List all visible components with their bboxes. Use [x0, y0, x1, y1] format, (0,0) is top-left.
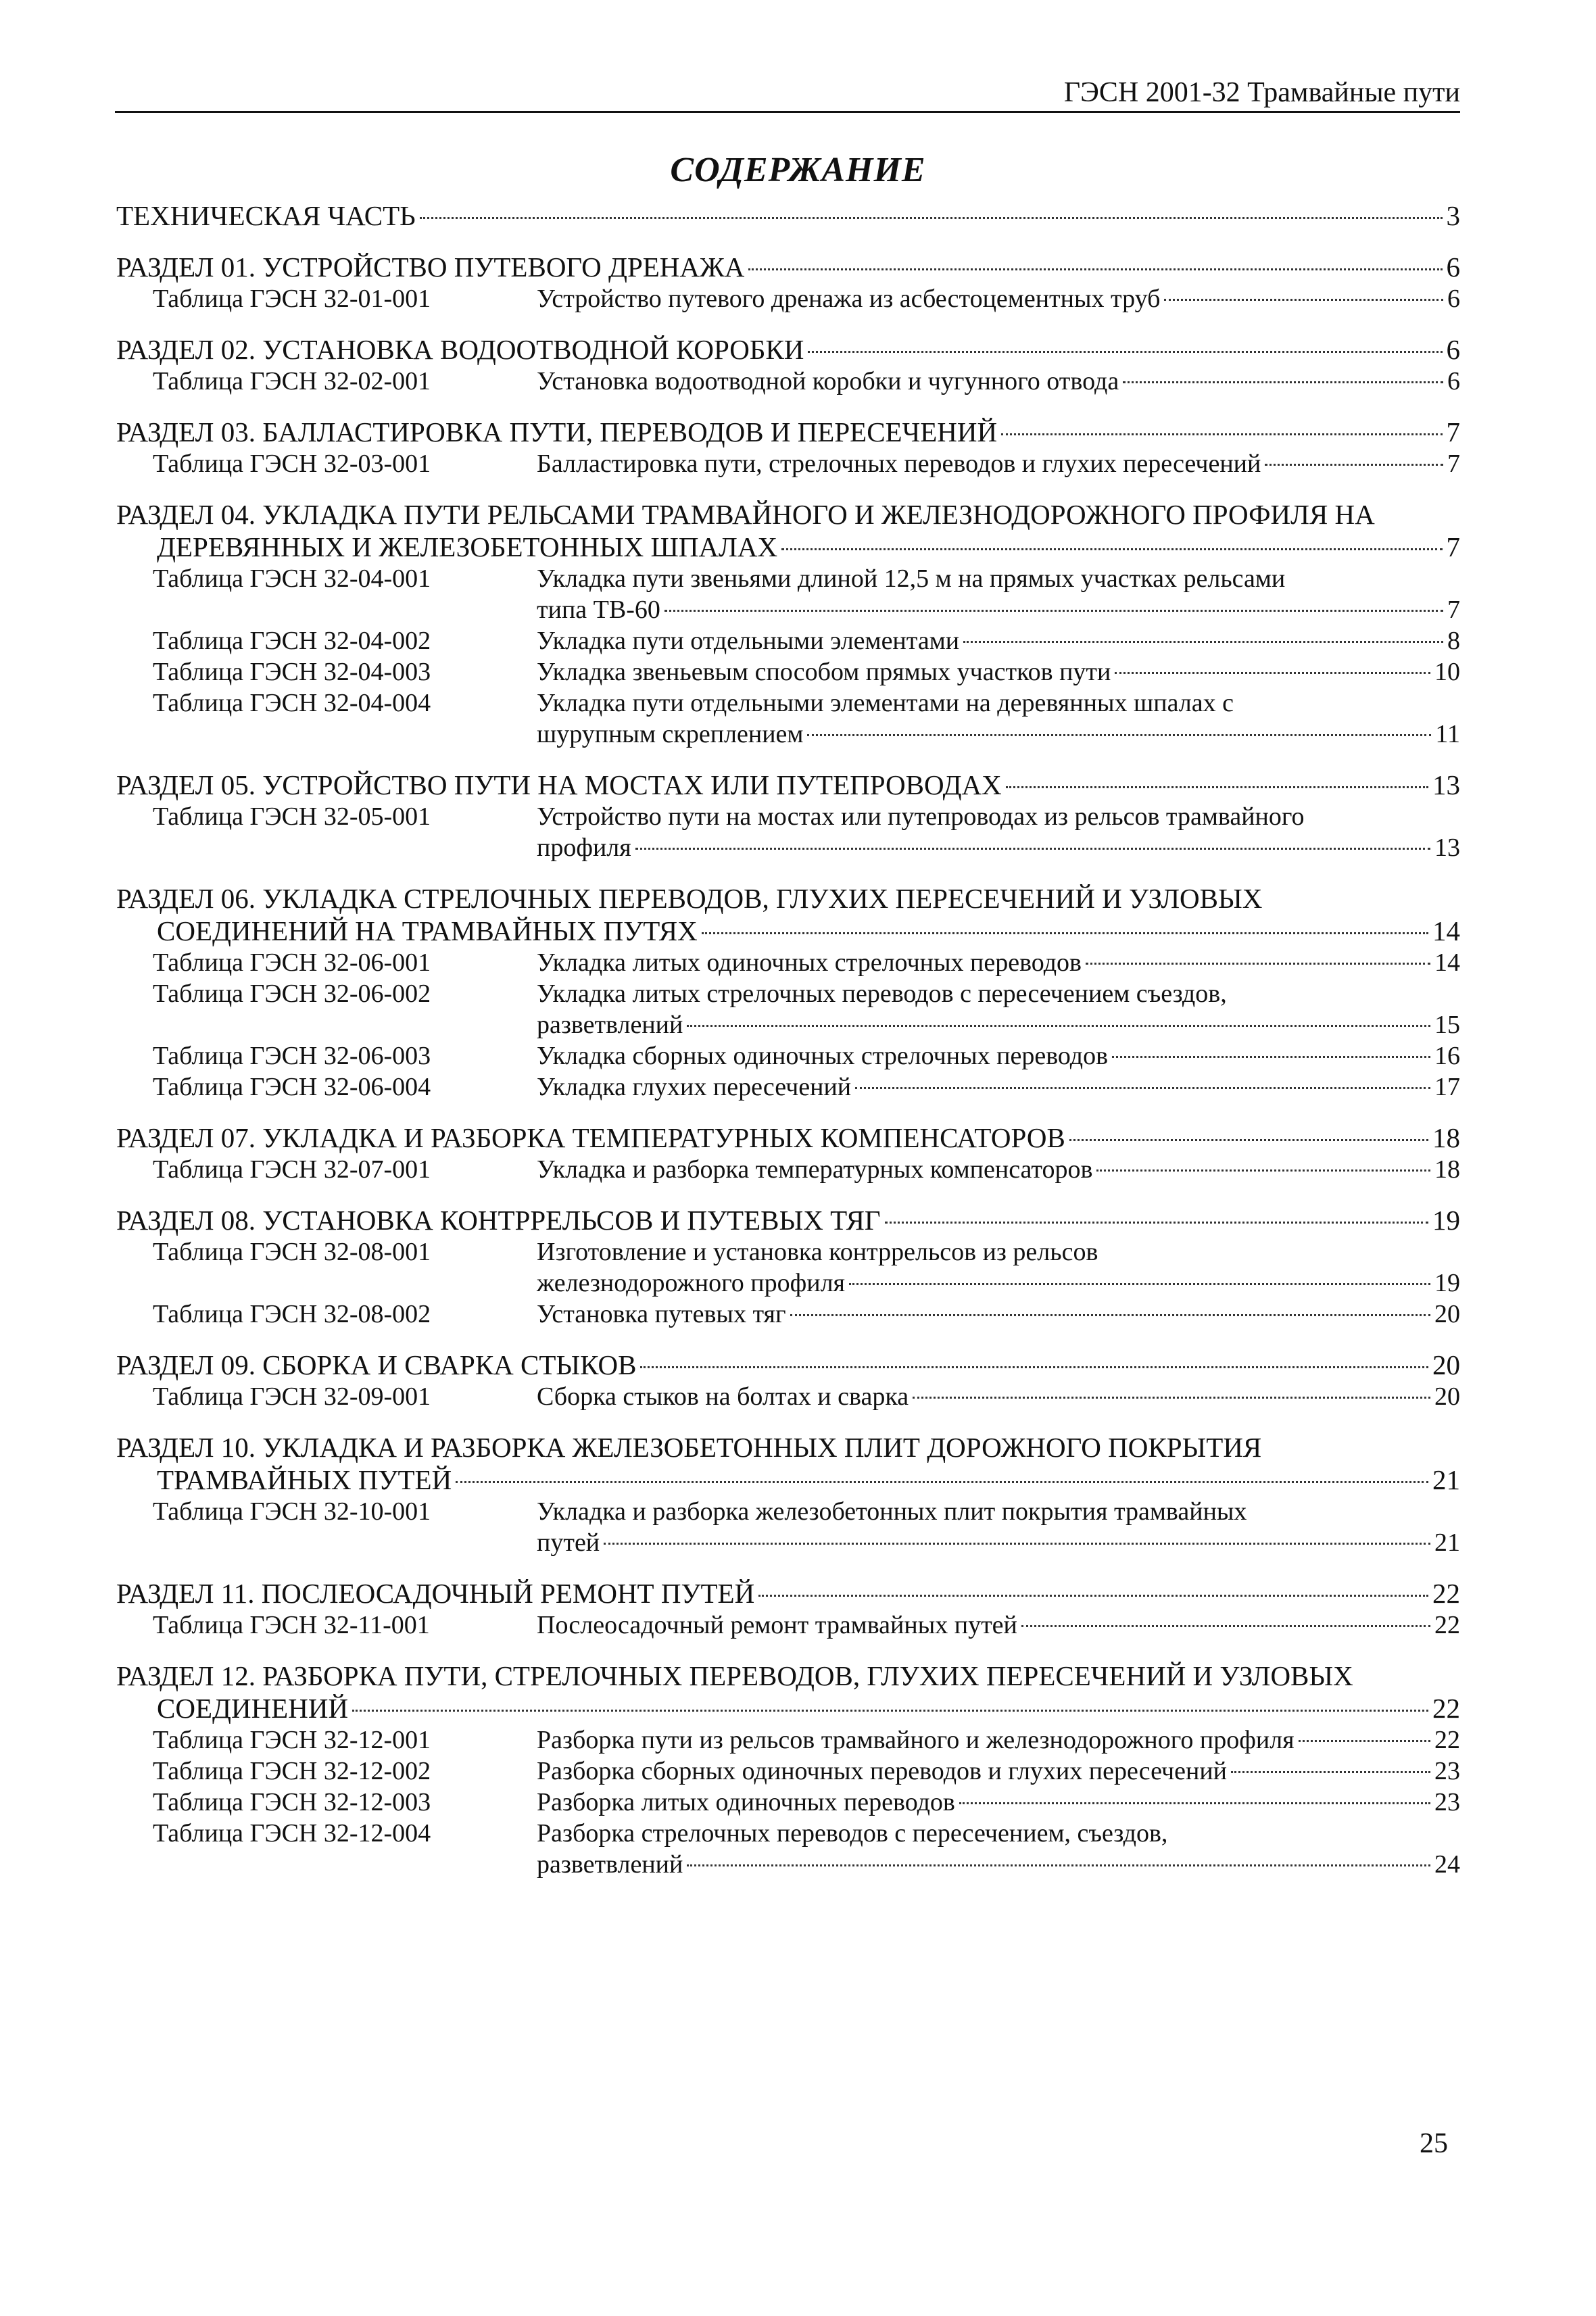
- table-description-line: [537, 448, 1460, 479]
- table-description-line: Укладка пути звеньями длиной 12,5 м на прямых участках рельсами: [537, 564, 1286, 593]
- table-description-text: разветвлений: [537, 1011, 683, 1039]
- section-heading[interactable]: [116, 769, 1460, 801]
- section-page-number: 3: [1446, 200, 1460, 231]
- table-description: [537, 1236, 1460, 1299]
- table-entry[interactable]: [116, 1610, 1460, 1641]
- table-entry[interactable]: [116, 687, 1460, 750]
- section-heading-line: [116, 333, 1460, 366]
- section-page-number: 7: [1446, 416, 1460, 448]
- section-heading[interactable]: [116, 251, 1460, 283]
- table-id: Таблица ГЭСН 32-09-001: [153, 1382, 431, 1411]
- dot-leader: [702, 932, 1428, 934]
- table-description-line: Укладка литых стрелочных переводов с пересечением съездов,: [537, 980, 1227, 1008]
- table-description: [537, 625, 1460, 656]
- section-page-number: 21: [1432, 1464, 1460, 1495]
- section-heading-text: РАЗДЕЛ 08. УСТАНОВКА КОНТРРЕЛЬСОВ И ПУТЕВЫХ ТЯГ: [116, 1205, 881, 1236]
- dot-leader: [1231, 1771, 1430, 1773]
- table-entry[interactable]: [116, 1787, 1460, 1818]
- table-description-text: железнодорожного профиля: [537, 1269, 846, 1297]
- toc-section: [116, 882, 1460, 1103]
- table-entry[interactable]: [116, 448, 1460, 479]
- table-entry[interactable]: [116, 1154, 1460, 1185]
- section-heading-line: РАЗДЕЛ 12. РАЗБОРКА ПУТИ, СТРЕЛОЧНЫХ ПЕРЕВОДОВ, ГЛУХИХ ПЕРЕСЕЧЕНИЙ И УЗЛОВЫХ: [116, 1660, 1353, 1691]
- toc-title: СОДЕРЖАНИЕ: [670, 151, 926, 189]
- table-id: Таблица ГЭСН 32-03-001: [153, 450, 431, 478]
- section-page-number: 18: [1432, 1122, 1460, 1153]
- section-heading-line: [116, 1577, 1460, 1610]
- table-description-line: [537, 1849, 1460, 1880]
- table-page-number: 14: [1434, 948, 1460, 977]
- table-description-line: [537, 625, 1460, 656]
- section-heading[interactable]: [116, 416, 1460, 448]
- table-id: Таблица ГЭСН 32-12-004: [153, 1819, 431, 1848]
- table-page-number: 6: [1447, 285, 1460, 313]
- toc-section: [116, 416, 1460, 479]
- header-rule: [115, 111, 1460, 113]
- table-description-line: [537, 1154, 1460, 1185]
- table-description: [537, 1610, 1460, 1641]
- table-entry[interactable]: [116, 563, 1460, 625]
- section-heading-text: РАЗДЕЛ 03. БАЛЛАСТИРОВКА ПУТИ, ПЕРЕВОДОВ И ПЕРЕСЕЧЕНИЙ: [116, 416, 998, 448]
- table-description-line: [537, 1527, 1460, 1558]
- table-description-text: Укладка глухих пересечений: [537, 1073, 852, 1101]
- table-id: Таблица ГЭСН 32-06-002: [153, 980, 431, 1008]
- table-description-line: [537, 1071, 1460, 1103]
- dot-leader: [913, 1397, 1430, 1399]
- dot-leader: [604, 1543, 1430, 1545]
- table-id: Таблица ГЭСН 32-04-004: [153, 689, 431, 717]
- table-page-number: 10: [1434, 658, 1460, 686]
- table-description-text: Послеосадочный ремонт трамвайных путей: [537, 1611, 1017, 1639]
- table-id: Таблица ГЭСН 32-12-002: [153, 1757, 431, 1785]
- table-id: Таблица ГЭСН 32-12-001: [153, 1726, 431, 1754]
- dot-leader: [1006, 786, 1428, 788]
- table-entry[interactable]: [116, 1236, 1460, 1299]
- section-heading-line: [116, 251, 1460, 283]
- section-heading-text: РАЗДЕЛ 09. СБОРКА И СВАРКА СТЫКОВ: [116, 1349, 637, 1380]
- table-entry[interactable]: [116, 1381, 1460, 1412]
- section-heading-text: СОЕДИНЕНИЙ НА ТРАМВАЙНЫХ ПУТЯХ: [157, 915, 698, 946]
- table-description-line: [537, 1381, 1460, 1412]
- table-id: Таблица ГЭСН 32-06-004: [153, 1073, 431, 1101]
- section-heading-line: [116, 769, 1460, 801]
- table-of-contents: [116, 199, 1460, 1880]
- table-description: [537, 1787, 1460, 1818]
- table-page-number: 7: [1447, 450, 1460, 478]
- table-id: Таблица ГЭСН 32-01-001: [153, 285, 431, 313]
- table-description: [537, 1724, 1460, 1756]
- table-entry[interactable]: [116, 1071, 1460, 1103]
- dot-leader: [664, 610, 1443, 612]
- section-heading-text: ТРАМВАЙНЫХ ПУТЕЙ: [157, 1464, 452, 1495]
- page-number: 25: [1420, 2128, 1448, 2159]
- table-id: Таблица ГЭСН 32-10-001: [153, 1497, 431, 1526]
- section-page-number: 14: [1432, 915, 1460, 946]
- table-description-text: Сборка стыков на болтах и сварка: [537, 1382, 909, 1411]
- dot-leader: [758, 1595, 1428, 1597]
- section-heading[interactable]: [116, 1349, 1460, 1381]
- table-description-line: [537, 656, 1460, 687]
- toc-section: [116, 199, 1460, 232]
- dot-leader: [1001, 433, 1442, 435]
- toc-section: [116, 498, 1460, 750]
- table-id: Таблица ГЭСН 32-07-001: [153, 1155, 431, 1184]
- dot-leader: [781, 548, 1442, 550]
- toc-section: [116, 1431, 1460, 1558]
- table-description-line: Разборка стрелочных переводов с пересечением, съездов,: [537, 1819, 1168, 1848]
- dot-leader: [687, 1864, 1430, 1866]
- running-header: ГЭСН 2001-32 Трамвайные пути: [1063, 77, 1460, 108]
- table-entry[interactable]: [116, 366, 1460, 397]
- table-description-line: Укладка и разборка железобетонных плит покрытия трамвайных: [537, 1497, 1247, 1526]
- table-description-line: [537, 719, 1460, 750]
- dot-leader: [456, 1481, 1428, 1483]
- section-heading-line: РАЗДЕЛ 04. УКЛАДКА ПУТИ РЕЛЬСАМИ ТРАМВАЙНОГО И ЖЕЛЕЗНОДОРОЖНОГО ПРОФИЛЯ НА: [116, 499, 1375, 530]
- table-page-number: 8: [1447, 627, 1460, 655]
- dot-leader: [1086, 963, 1430, 965]
- section-page-number: 6: [1446, 334, 1460, 365]
- toc-section: [116, 1121, 1460, 1185]
- table-entry[interactable]: [116, 947, 1460, 978]
- table-description-line: Изготовление и установка контррельсов из рельсов: [537, 1238, 1098, 1266]
- dot-leader: [959, 1802, 1430, 1804]
- table-page-number: 6: [1447, 367, 1460, 395]
- section-heading-line: [116, 416, 1460, 448]
- toc-section: [116, 1204, 1460, 1330]
- table-id: Таблица ГЭСН 32-11-001: [153, 1611, 430, 1639]
- table-description-text: Разборка сборных одиночных переводов и глухих пересечений: [537, 1757, 1228, 1785]
- table-page-number: 24: [1434, 1850, 1460, 1879]
- table-description: [537, 1299, 1460, 1330]
- table-page-number: 20: [1434, 1300, 1460, 1328]
- table-entry[interactable]: [116, 1756, 1460, 1787]
- section-heading[interactable]: [116, 333, 1460, 366]
- dot-leader: [1299, 1740, 1430, 1742]
- table-page-number: 19: [1434, 1269, 1460, 1297]
- table-description-line: [537, 1299, 1460, 1330]
- dot-leader: [855, 1087, 1430, 1089]
- section-heading-line: [116, 1692, 1460, 1724]
- table-entry[interactable]: [116, 978, 1460, 1040]
- table-id: Таблица ГЭСН 32-08-001: [153, 1238, 431, 1266]
- table-description-text: Разборка пути из рельсов трамвайного и железнодорожного профиля: [537, 1726, 1295, 1754]
- table-id: Таблица ГЭСН 32-02-001: [153, 367, 431, 395]
- table-page-number: 22: [1434, 1611, 1460, 1639]
- section-page-number: 20: [1432, 1349, 1460, 1380]
- table-entry[interactable]: [116, 283, 1460, 314]
- section-heading[interactable]: [116, 199, 1460, 232]
- table-entry[interactable]: [116, 656, 1460, 687]
- table-description-line: [537, 1268, 1460, 1299]
- toc-section: [116, 1349, 1460, 1412]
- table-description: [537, 1040, 1460, 1071]
- table-description-line: [537, 1009, 1460, 1040]
- table-id: Таблица ГЭСН 32-04-002: [153, 627, 431, 655]
- dot-leader: [1112, 1056, 1430, 1058]
- table-page-number: 22: [1434, 1726, 1460, 1754]
- table-entry[interactable]: [116, 1040, 1460, 1071]
- dot-leader: [420, 217, 1443, 219]
- section-heading-text: ДЕРЕВЯННЫХ И ЖЕЛЕЗОБЕТОННЫХ ШПАЛАХ: [157, 531, 778, 562]
- section-page-number: 22: [1432, 1693, 1460, 1724]
- table-description: [537, 1071, 1460, 1103]
- table-page-number: 15: [1434, 1011, 1460, 1039]
- dot-leader: [1069, 1139, 1428, 1141]
- table-description-text: профиля: [537, 834, 631, 862]
- table-description-line: [537, 1610, 1460, 1641]
- section-heading-line: [116, 915, 1460, 947]
- section-page-number: 6: [1446, 251, 1460, 283]
- table-entry[interactable]: [116, 1299, 1460, 1330]
- section-heading-line: [116, 1349, 1460, 1381]
- table-id: Таблица ГЭСН 32-04-003: [153, 658, 431, 686]
- table-id: Таблица ГЭСН 32-06-001: [153, 948, 431, 977]
- dot-leader: [963, 641, 1443, 643]
- table-description: [537, 563, 1460, 625]
- section-heading-text: СОЕДИНЕНИЙ: [157, 1693, 349, 1724]
- table-description-text: Балластировка пути, стрелочных переводов и глухих пересечений: [537, 450, 1261, 478]
- table-description-text: Устройство путевого дренажа из асбестоцементных труб: [537, 285, 1161, 313]
- table-description: [537, 366, 1460, 397]
- section-heading[interactable]: [116, 882, 1460, 947]
- section-heading-line: РАЗДЕЛ 10. УКЛАДКА И РАЗБОРКА ЖЕЛЕЗОБЕТОННЫХ ПЛИТ ДОРОЖНОГО ПОКРЫТИЯ: [116, 1432, 1262, 1463]
- table-description-line: [537, 947, 1460, 978]
- section-heading-text: РАЗДЕЛ 01. УСТРОЙСТВО ПУТЕВОГО ДРЕНАЖА: [116, 251, 745, 283]
- table-description-text: разветвлений: [537, 1850, 683, 1879]
- table-id: Таблица ГЭСН 32-06-003: [153, 1042, 431, 1070]
- table-page-number: 20: [1434, 1382, 1460, 1411]
- table-description-line: [537, 283, 1460, 314]
- dot-leader: [1021, 1625, 1430, 1627]
- dot-leader: [1164, 299, 1443, 301]
- table-description-line: Укладка пути отдельными элементами на деревянных шпалах с: [537, 689, 1234, 717]
- table-description-text: Разборка литых одиночных переводов: [537, 1788, 955, 1816]
- table-page-number: 23: [1434, 1788, 1460, 1816]
- dot-leader: [1096, 1169, 1430, 1172]
- section-heading-text: РАЗДЕЛ 07. УКЛАДКА И РАЗБОРКА ТЕМПЕРАТУРНЫХ КОМПЕНСАТОРОВ: [116, 1122, 1065, 1153]
- dot-leader: [748, 268, 1442, 270]
- table-description-text: Укладка сборных одиночных стрелочных переводов: [537, 1042, 1109, 1070]
- section-heading-line: РАЗДЕЛ 06. УКЛАДКА СТРЕЛОЧНЫХ ПЕРЕВОДОВ, ГЛУХИХ ПЕРЕСЕЧЕНИЙ И УЗЛОВЫХ: [116, 883, 1263, 914]
- table-description-text: Укладка литых одиночных стрелочных переводов: [537, 948, 1082, 977]
- table-description: [537, 801, 1460, 863]
- section-heading[interactable]: [116, 498, 1460, 563]
- section-heading-text: РАЗДЕЛ 11. ПОСЛЕОСАДОЧНЫЙ РЕМОНТ ПУТЕЙ: [116, 1578, 755, 1609]
- dot-leader: [808, 351, 1442, 353]
- section-page-number: 13: [1432, 769, 1460, 800]
- table-description-line: [537, 1787, 1460, 1818]
- section-heading[interactable]: [116, 1577, 1460, 1610]
- dot-leader: [687, 1025, 1430, 1027]
- section-heading-text: ТЕХНИЧЕСКАЯ ЧАСТЬ: [116, 200, 416, 231]
- table-description: [537, 947, 1460, 978]
- section-heading-line: [116, 1121, 1460, 1154]
- table-entry[interactable]: [116, 1724, 1460, 1756]
- table-description: [537, 448, 1460, 479]
- table-description-text: Укладка звеньевым способом прямых участков пути: [537, 658, 1111, 686]
- table-page-number: 7: [1447, 596, 1460, 624]
- section-heading[interactable]: [116, 1431, 1460, 1496]
- table-page-number: 11: [1435, 720, 1460, 748]
- table-page-number: 23: [1434, 1757, 1460, 1785]
- dot-leader: [1265, 464, 1443, 466]
- table-description: [537, 1154, 1460, 1185]
- table-description: [537, 1496, 1460, 1558]
- table-entry[interactable]: [116, 801, 1460, 863]
- section-page-number: 22: [1432, 1578, 1460, 1609]
- table-description: [537, 656, 1460, 687]
- section-heading-line: [116, 1204, 1460, 1236]
- section-heading-text: РАЗДЕЛ 02. УСТАНОВКА ВОДООТВОДНОЙ КОРОБКИ: [116, 334, 804, 365]
- table-entry[interactable]: [116, 1818, 1460, 1880]
- table-description-line: [537, 1756, 1460, 1787]
- table-description-text: типа ТВ-60: [537, 596, 660, 624]
- table-entry[interactable]: [116, 625, 1460, 656]
- dot-leader: [790, 1314, 1430, 1316]
- table-description: [537, 687, 1460, 750]
- toc-section: [116, 1660, 1460, 1880]
- dot-leader: [1115, 672, 1430, 674]
- table-description: [537, 978, 1460, 1040]
- dot-leader: [849, 1283, 1430, 1285]
- table-description: [537, 1756, 1460, 1787]
- table-description: [537, 283, 1460, 314]
- table-description: [537, 1818, 1460, 1880]
- toc-section: [116, 769, 1460, 863]
- section-page-number: 7: [1446, 531, 1460, 562]
- section-heading[interactable]: [116, 1121, 1460, 1154]
- table-description-line: Устройство пути на мостах или путепроводах из рельсов трамвайного: [537, 802, 1305, 831]
- table-description-line: [537, 1040, 1460, 1071]
- section-page-number: 19: [1432, 1205, 1460, 1236]
- table-description-line: [537, 832, 1460, 863]
- table-id: Таблица ГЭСН 32-12-003: [153, 1788, 431, 1816]
- table-description-text: Установка путевых тяг: [537, 1300, 786, 1328]
- table-description-line: [537, 366, 1460, 397]
- table-description-line: [537, 594, 1460, 625]
- table-page-number: 21: [1434, 1528, 1460, 1557]
- toc-section: [116, 333, 1460, 397]
- table-page-number: 18: [1434, 1155, 1460, 1184]
- table-id: Таблица ГЭСН 32-08-002: [153, 1300, 431, 1328]
- table-id: Таблица ГЭСН 32-05-001: [153, 802, 431, 831]
- table-description-line: [537, 1724, 1460, 1756]
- table-description: [537, 1381, 1460, 1412]
- table-description-text: Укладка и разборка температурных компенсаторов: [537, 1155, 1093, 1184]
- toc-section: [116, 251, 1460, 314]
- section-heading-line: [116, 1464, 1460, 1496]
- dot-leader: [640, 1366, 1428, 1368]
- section-heading-line: [116, 199, 1460, 232]
- dot-leader: [635, 848, 1430, 850]
- dot-leader: [1123, 381, 1443, 383]
- toc-section: [116, 1577, 1460, 1641]
- table-id: Таблица ГЭСН 32-04-001: [153, 564, 431, 593]
- section-heading-text: РАЗДЕЛ 05. УСТРОЙСТВО ПУТИ НА МОСТАХ ИЛИ ПУТЕПРОВОДАХ: [116, 769, 1002, 800]
- dot-leader: [885, 1222, 1428, 1224]
- section-heading[interactable]: [116, 1204, 1460, 1236]
- table-description-text: шурупным скреплением: [537, 720, 804, 748]
- table-entry[interactable]: [116, 1496, 1460, 1558]
- dot-leader: [352, 1710, 1428, 1712]
- section-heading[interactable]: [116, 1660, 1460, 1724]
- table-page-number: 17: [1434, 1073, 1460, 1101]
- table-description-text: Укладка пути отдельными элементами: [537, 627, 960, 655]
- table-page-number: 13: [1434, 834, 1460, 862]
- table-description-text: Установка водоотводной коробки и чугунного отвода: [537, 367, 1119, 395]
- table-page-number: 16: [1434, 1042, 1460, 1070]
- table-description-text: путей: [537, 1528, 600, 1557]
- section-heading-line: [116, 531, 1460, 563]
- dot-leader: [807, 734, 1431, 736]
